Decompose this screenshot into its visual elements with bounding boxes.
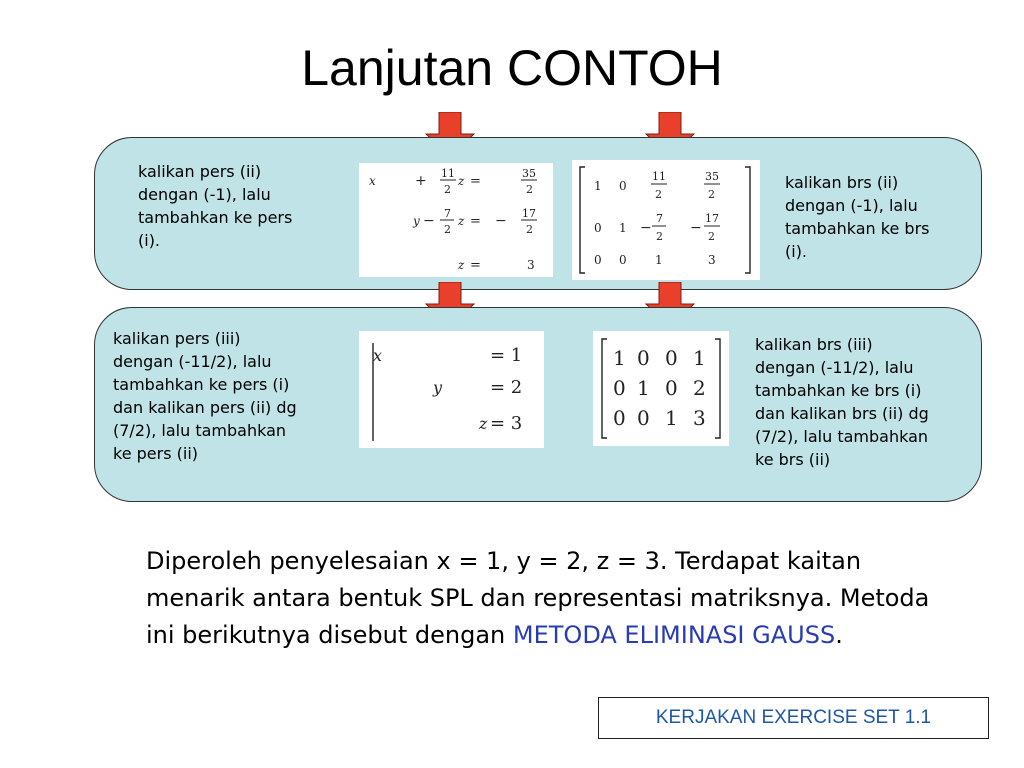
svg-text:−: − (690, 220, 702, 236)
svg-text:17: 17 (705, 212, 719, 225)
svg-text:2: 2 (526, 223, 533, 236)
method-name: METODA ELIMINASI GAUSS (512, 621, 836, 649)
svg-text:35: 35 (705, 170, 719, 183)
eq-value: 3 (527, 258, 535, 272)
eq-var: z (458, 258, 465, 272)
svg-text:z: z (458, 214, 465, 228)
svg-text:1: 1 (693, 346, 706, 370)
eq-var: y (413, 214, 420, 228)
svg-text:0: 0 (665, 376, 678, 400)
svg-text:0: 0 (594, 221, 602, 235)
svg-text:2: 2 (444, 183, 451, 196)
svg-text:1: 1 (655, 253, 663, 267)
svg-text:0: 0 (619, 253, 627, 267)
svg-text:=: = (470, 174, 481, 189)
svg-text:−: − (495, 213, 507, 229)
conclusion-paragraph (146, 543, 946, 654)
eq-value: = 2 (490, 377, 523, 398)
step2-matrix-note: kalikan brs (iii) dengan (-11/2), lalu tambahkan ke brs (i) dan kalikan brs (ii) dg (7/2), lalu tambahkan ke brs (ii) (755, 335, 929, 469)
eq-var: x (373, 346, 383, 365)
svg-text:2: 2 (444, 223, 451, 236)
step1-equation-system (359, 163, 553, 277)
step1-augmented-matrix (572, 160, 760, 280)
eq-var: y (433, 378, 443, 397)
svg-text:=: = (470, 258, 481, 273)
step1-equation-note: kalikan pers (ii) dengan (-1), lalu tambahkan ke pers (i). (138, 162, 293, 250)
step2-augmented-matrix (593, 331, 729, 446)
svg-text:0: 0 (613, 376, 626, 400)
eq-value: = 3 (490, 413, 523, 434)
svg-text:3: 3 (708, 253, 716, 267)
eq-var: z (479, 414, 488, 433)
eq-op: + (415, 173, 427, 189)
slide-title: Lanjutan CONTOH (301, 40, 723, 96)
conclusion-suffix: . (835, 621, 843, 649)
svg-text:0: 0 (619, 179, 627, 193)
svg-text:2: 2 (708, 188, 715, 201)
svg-text:0: 0 (637, 406, 650, 430)
svg-text:17: 17 (522, 207, 536, 220)
svg-text:1: 1 (665, 406, 678, 430)
svg-text:−: − (640, 220, 652, 236)
eq-var: z (458, 174, 465, 188)
step2-equation-system (359, 331, 544, 448)
svg-text:2: 2 (526, 183, 533, 196)
svg-text:=: = (470, 214, 481, 229)
svg-text:2: 2 (708, 230, 715, 243)
svg-text:1: 1 (594, 179, 602, 193)
conclusion-text: Diperoleh penyelesaian x = 1, y = 2, z = 3. Terdapat kaitan menarik antara bentuk SPL dan representasi matriksnya. Metoda ini berikutnya disebut dengan (146, 547, 930, 649)
step2-equation-note: kalikan pers (iii) dengan (-11/2), lalu tambahkan ke pers (i) dan kalikan pers (ii) dg (7/2), lalu tambahkan ke pers (ii) (113, 329, 297, 463)
step1-matrix-note: kalikan brs (ii) dengan (-1), lalu tambahkan ke brs (i). (785, 173, 930, 261)
svg-text:11: 11 (441, 167, 455, 180)
svg-text:2: 2 (693, 376, 706, 400)
svg-text:0: 0 (594, 253, 602, 267)
svg-text:2: 2 (655, 188, 662, 201)
svg-text:3: 3 (693, 406, 706, 430)
svg-text:2: 2 (656, 230, 663, 243)
svg-text:7: 7 (656, 212, 663, 225)
svg-text:0: 0 (613, 406, 626, 430)
svg-text:0: 0 (637, 346, 650, 370)
eq-var: x (369, 174, 376, 188)
svg-text:1: 1 (637, 376, 650, 400)
svg-text:0: 0 (665, 346, 678, 370)
svg-text:35: 35 (522, 167, 536, 180)
svg-text:−: − (423, 213, 435, 229)
svg-text:1: 1 (619, 221, 627, 235)
eq-value: = 1 (490, 345, 523, 366)
svg-text:11: 11 (652, 170, 666, 183)
svg-text:7: 7 (444, 207, 451, 220)
svg-text:1: 1 (613, 346, 626, 370)
exercise-link-button[interactable]: KERJAKAN EXERCISE SET 1.1 (598, 697, 989, 739)
